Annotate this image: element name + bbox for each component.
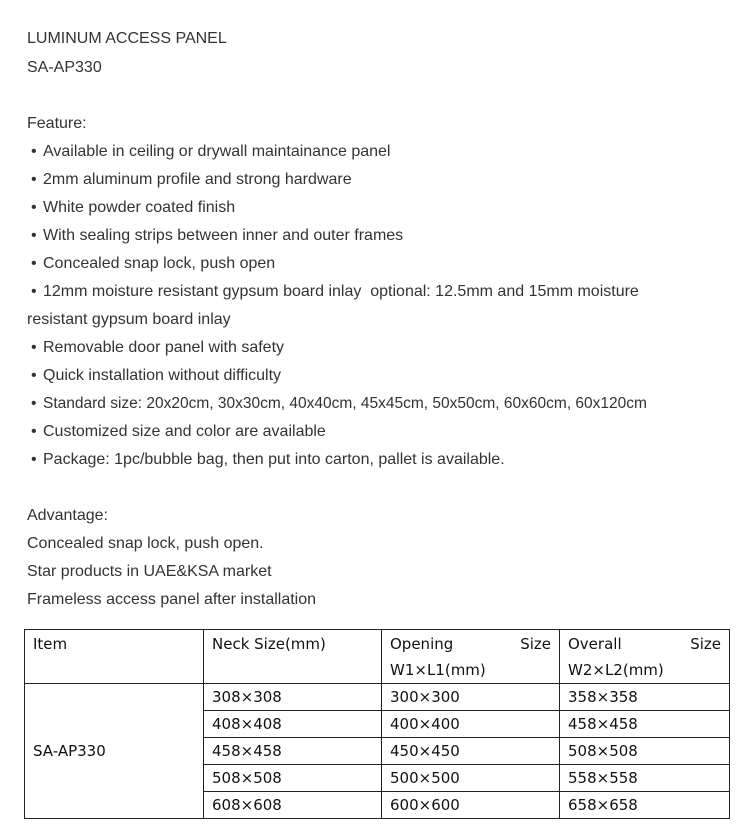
model-number: SA-AP330 xyxy=(27,59,102,76)
bullet-icon: • xyxy=(31,199,37,216)
bullet-icon: • xyxy=(31,339,37,356)
bullet-icon: • xyxy=(31,255,37,272)
feature-item xyxy=(31,338,284,358)
feature-text: Quick installation without difficulty xyxy=(43,367,282,384)
advantage-item: Frameless access panel after installation xyxy=(27,591,317,608)
opening-size-cell: 450×450 xyxy=(382,738,560,765)
feature-item xyxy=(31,254,275,274)
feature-heading: Feature: xyxy=(27,115,87,132)
bullet-icon: • xyxy=(31,227,37,244)
bullet-icon: • xyxy=(31,451,37,468)
feature-text: Available in ceiling or drywall maintainance panel xyxy=(43,143,391,160)
feature-item xyxy=(31,394,647,414)
neck-size-cell: 308×308 xyxy=(204,684,382,711)
overall-size-cell: 508×508 xyxy=(560,738,730,765)
feature-text: White powder coated finish xyxy=(43,199,236,216)
opening-size-cell: 600×600 xyxy=(382,792,560,819)
advantage-heading: Advantage: xyxy=(27,507,108,524)
header-opening-size: Opening Size W1×L1(mm) xyxy=(382,630,560,684)
bullet-icon: • xyxy=(31,395,37,412)
bullet-icon: • xyxy=(31,367,37,384)
feature-item xyxy=(31,198,235,218)
feature-text-continuation: resistant gypsum board inlay xyxy=(27,311,231,328)
advantage-item: Concealed snap lock, push open. xyxy=(27,535,264,552)
overall-size-cell: 658×658 xyxy=(560,792,730,819)
feature-item xyxy=(31,422,326,442)
feature-text: Removable door panel with safety xyxy=(43,339,285,356)
bullet-icon: • xyxy=(31,143,37,160)
bullet-icon: • xyxy=(31,283,37,300)
feature-item xyxy=(31,170,352,190)
feature-item xyxy=(31,142,390,162)
feature-item xyxy=(31,366,281,386)
feature-text: 12mm moisture resistant gypsum board inlay optional: 12.5mm and 15mm moisture xyxy=(43,283,639,300)
feature-item xyxy=(31,226,403,246)
feature-item xyxy=(31,282,639,302)
neck-size-cell: 408×408 xyxy=(204,711,382,738)
opening-size-cell: 500×500 xyxy=(382,765,560,792)
feature-item xyxy=(31,450,505,470)
neck-size-cell: 458×458 xyxy=(204,738,382,765)
feature-text: With sealing strips between inner and outer frames xyxy=(43,227,404,244)
feature-text: 2mm aluminum profile and strong hardware xyxy=(43,171,352,188)
header-overall-size: Overall Size W2×L2(mm) xyxy=(560,630,730,684)
document-title: LUMINUM ACCESS PANEL xyxy=(27,30,227,47)
feature-text: Package: 1pc/bubble bag, then put into carton, pallet is available. xyxy=(43,451,505,468)
advantage-item: Star products in UAE&KSA market xyxy=(27,563,272,580)
overall-size-cell: 458×458 xyxy=(560,711,730,738)
feature-text: Customized size and color are available xyxy=(43,423,326,440)
feature-text: Standard size: 20x20cm, 30x30cm, 40x40cm, 45x45cm, 50x50cm, 60x60cm, 60x120cm xyxy=(43,395,647,412)
table-row xyxy=(25,684,730,711)
header-neck-size: Neck Size(mm) xyxy=(204,630,382,684)
neck-size-cell: 608×608 xyxy=(204,792,382,819)
bullet-icon: • xyxy=(31,423,37,440)
bullet-icon: • xyxy=(31,171,37,188)
overall-size-cell: 558×558 xyxy=(560,765,730,792)
header-item: Item xyxy=(25,630,204,684)
opening-size-cell: 300×300 xyxy=(382,684,560,711)
neck-size-cell: 508×508 xyxy=(204,765,382,792)
opening-size-cell: 400×400 xyxy=(382,711,560,738)
size-spec-table xyxy=(24,629,730,819)
model-cell: SA-AP330 xyxy=(25,684,204,819)
table-header-row xyxy=(25,630,730,684)
overall-size-cell: 358×358 xyxy=(560,684,730,711)
feature-text: Concealed snap lock, push open xyxy=(43,255,276,272)
